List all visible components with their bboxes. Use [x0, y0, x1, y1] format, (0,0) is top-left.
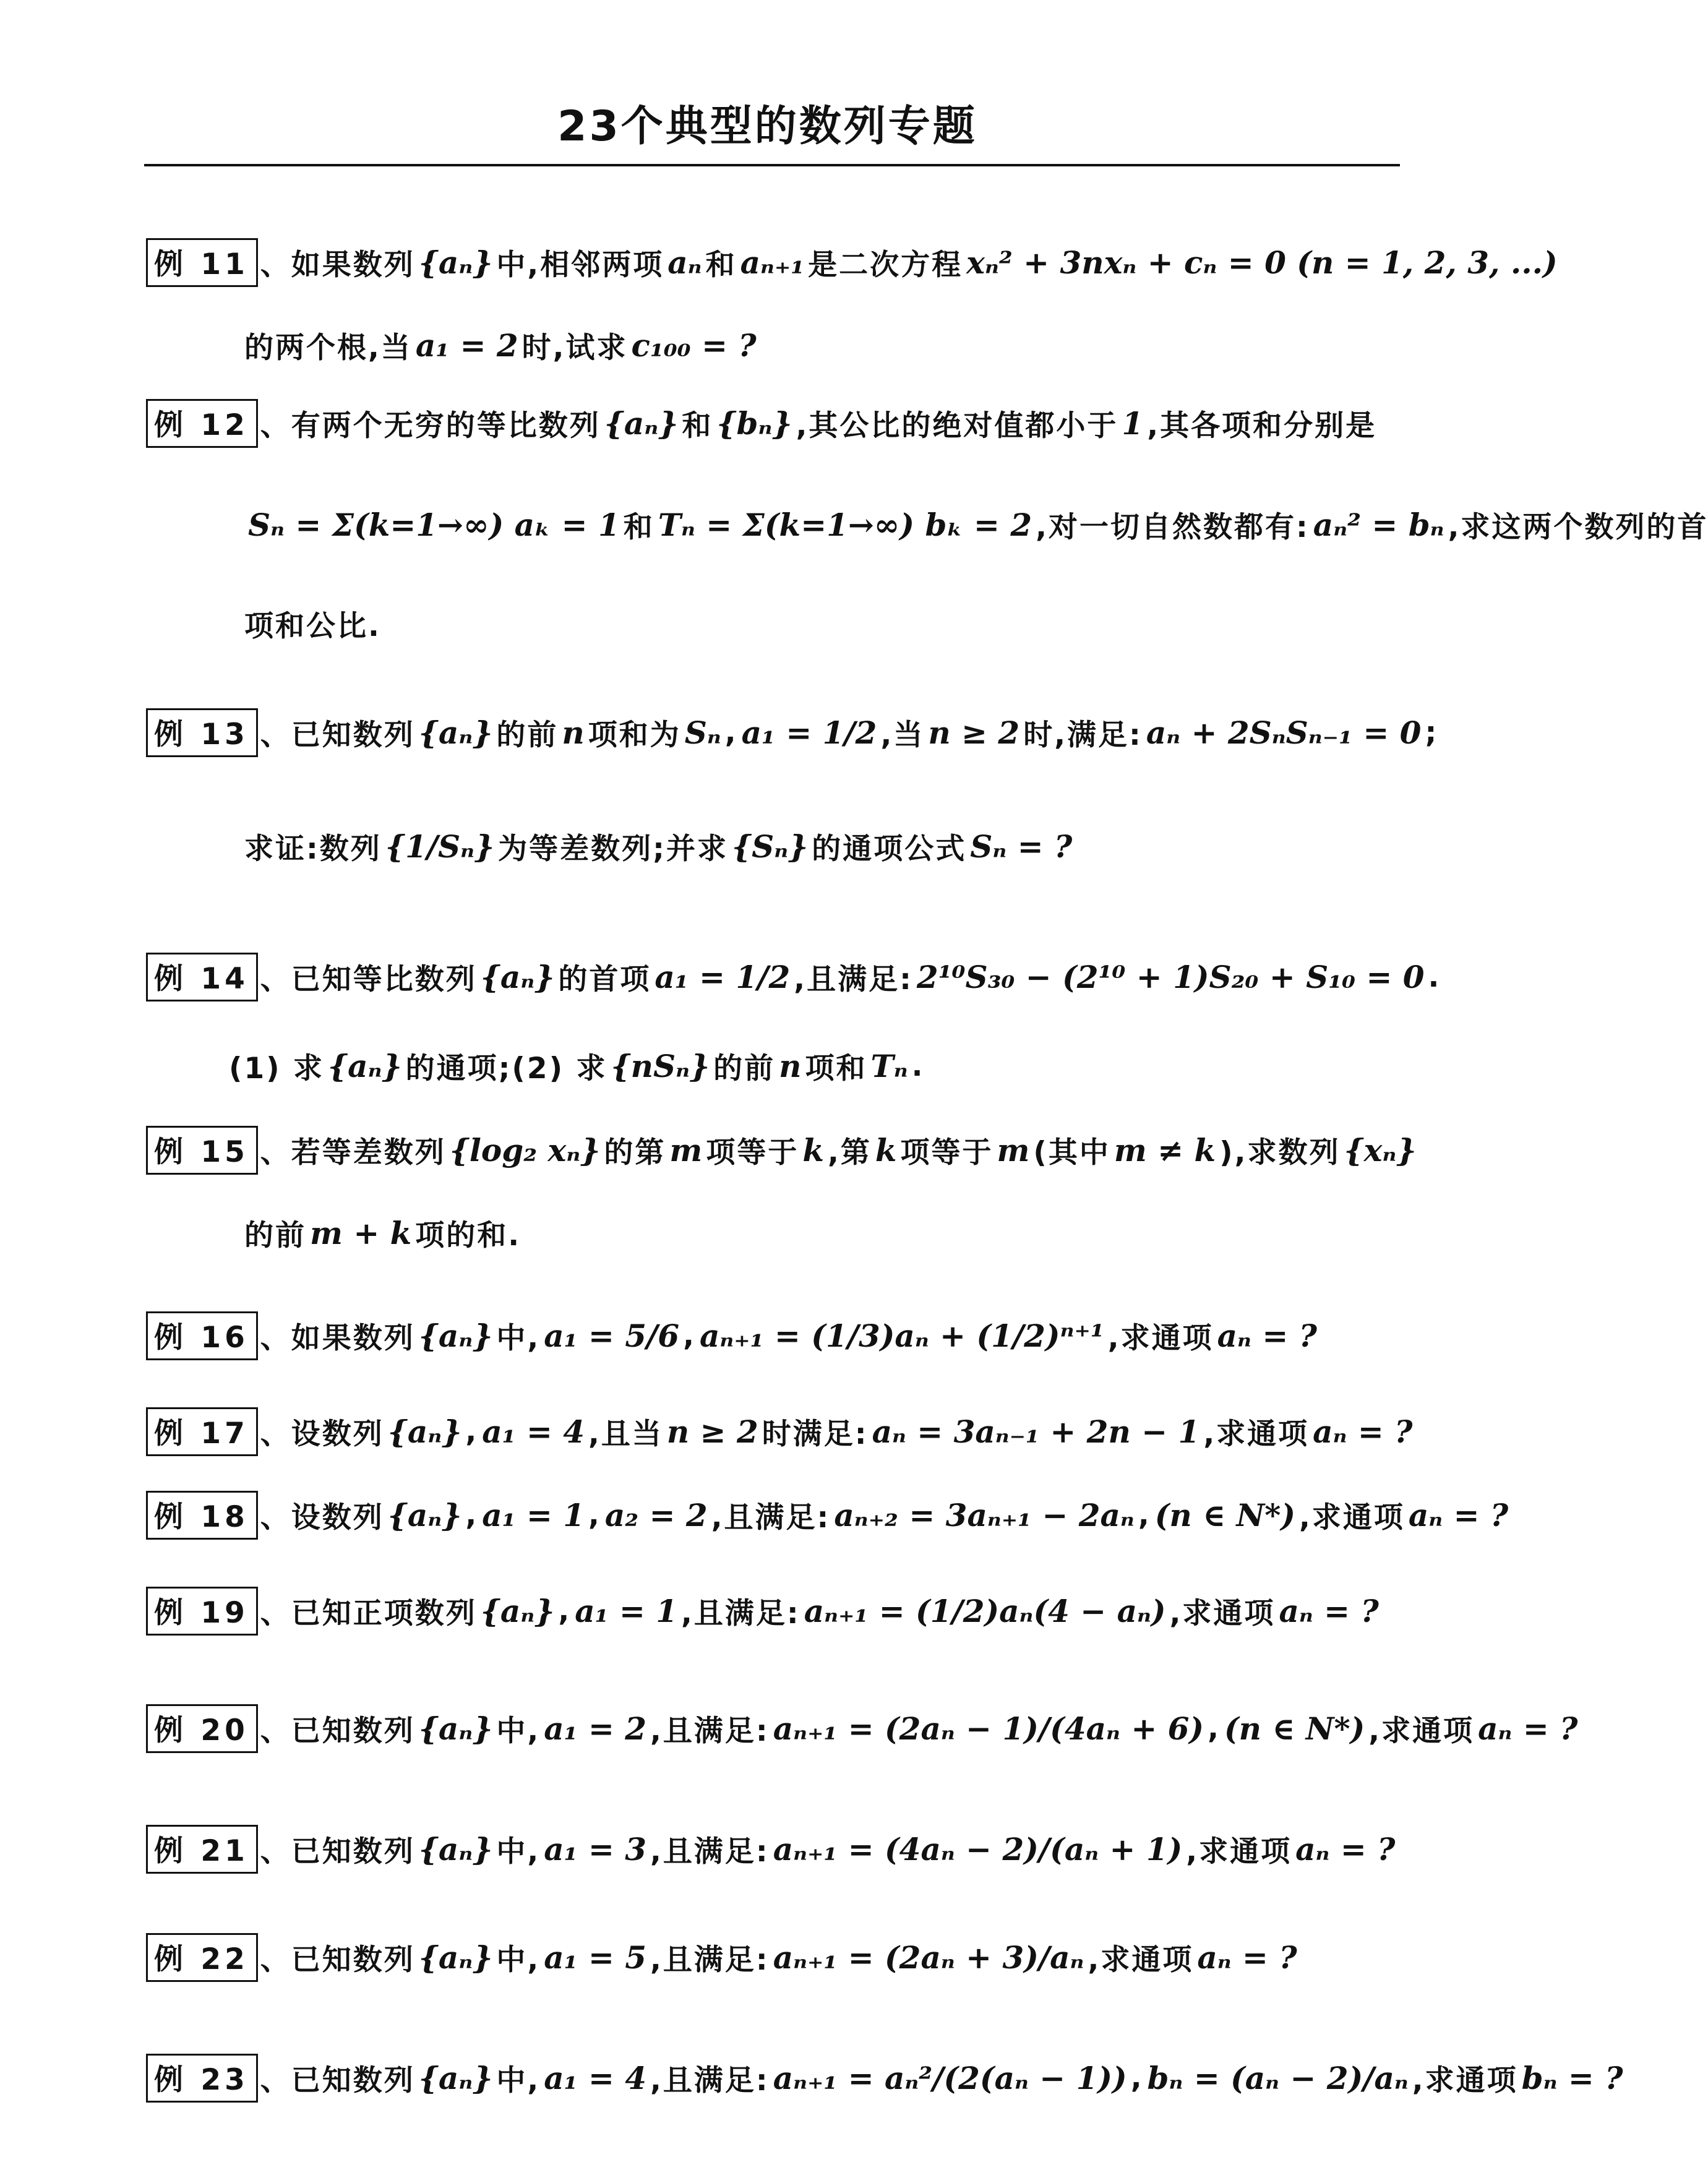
- example-label: 例 16: [146, 1311, 258, 1360]
- problem-text: 中,: [496, 2064, 541, 2098]
- math-expression: {aₙ}: [604, 405, 679, 442]
- math-expression: a₁ = 4: [544, 2060, 647, 2096]
- math-expression: aₙ = ?: [1279, 1593, 1379, 1629]
- math-expression: Sₙ = Σ(k=1→∞) aₖ = 1: [248, 507, 620, 543]
- problem-text: 和: [682, 409, 713, 443]
- math-expression: {aₙ}: [480, 959, 555, 995]
- math-expression: aₙ: [667, 244, 702, 281]
- math-expression: xₙ² + 3nxₙ + cₙ = 0 (n = 1, 2, 3, ...): [966, 244, 1558, 281]
- problem-15-line-2: [244, 1212, 521, 1254]
- problem-text: 和: [623, 510, 654, 544]
- problem-17-line-1: [146, 1407, 1416, 1456]
- problem-text: 、有两个无穷的等比数列: [260, 409, 601, 443]
- problem-text: ,且满足:: [681, 1597, 800, 1631]
- problem-text: 项等于: [900, 1136, 993, 1170]
- problem-text: ,: [465, 1498, 479, 1532]
- example-label: 例 20: [146, 1704, 258, 1753]
- problem-text: ,求这两个数列的首: [1448, 510, 1708, 544]
- problem-text: ,其公比的绝对值都小于: [796, 409, 1118, 443]
- problem-text: ,求通项: [1299, 1501, 1405, 1535]
- math-expression: {log₂ xₙ}: [449, 1132, 601, 1169]
- problem-text: ,求通项: [1368, 1714, 1475, 1748]
- math-expression: aₙ = 3aₙ₋₁ + 2n − 1: [872, 1413, 1200, 1450]
- math-expression: a₁ = 1/2: [654, 959, 791, 995]
- math-expression: aₙ₊₁ = (1/3)aₙ + (1/2)ⁿ⁺¹: [699, 1318, 1104, 1354]
- problem-18-line-1: [146, 1491, 1512, 1540]
- math-expression: {aₙ}: [387, 1497, 462, 1533]
- problem-text: 、已知正项数列: [260, 1597, 477, 1631]
- problem-text: 的首项: [558, 963, 651, 997]
- math-expression: {1/Sₙ}: [385, 828, 495, 865]
- problem-text: 是二次方程: [808, 248, 963, 282]
- math-expression: Sₙ: [684, 714, 721, 751]
- problem-14-line-2: [229, 1045, 924, 1087]
- problem-text: 的前: [713, 1052, 776, 1086]
- problem-text: ,且满足:: [650, 1714, 770, 1748]
- math-expression: Tₙ: [870, 1048, 908, 1084]
- problem-21-line-1: [146, 1825, 1399, 1874]
- problem-text: 中,相邻两项: [496, 248, 664, 282]
- math-expression: aₙ₊₁ = aₙ²/(2(aₙ − 1)): [773, 2060, 1127, 2096]
- example-label: 例 21: [146, 1825, 258, 1874]
- math-expression: aₙ₊₁ = (2aₙ + 3)/aₙ: [773, 1939, 1084, 1976]
- math-expression: n ≥ 2: [928, 714, 1020, 751]
- problem-15-line-1: [146, 1126, 1420, 1175]
- math-expression: (n ∈ N*): [1154, 1497, 1296, 1533]
- problem-text: 求证:数列: [244, 832, 382, 866]
- math-expression: {bₙ}: [716, 405, 792, 442]
- math-expression: a₁ = 3: [544, 1831, 647, 1868]
- math-expression: {aₙ}: [418, 244, 493, 281]
- math-expression: n ≥ 2: [666, 1413, 758, 1450]
- problem-text: 、设数列: [260, 1417, 384, 1451]
- math-expression: m: [997, 1132, 1030, 1169]
- math-expression: n: [562, 714, 585, 751]
- math-expression: m + k: [310, 1215, 412, 1251]
- math-expression: aₙ₊₂ = 3aₙ₊₁ − 2aₙ: [834, 1497, 1135, 1533]
- problem-text: ,当: [880, 718, 925, 752]
- problem-text: ,: [465, 1415, 479, 1449]
- problem-text: 项等于: [706, 1136, 799, 1170]
- math-expression: n: [779, 1048, 802, 1084]
- math-expression: a₁ = 2: [415, 327, 518, 364]
- problem-text: ,: [683, 1319, 696, 1353]
- problem-text: 、如果数列: [260, 248, 415, 282]
- example-label: 例 19: [146, 1587, 258, 1636]
- math-expression: c₁₀₀ = ?: [631, 327, 757, 364]
- math-expression: a₂ = 2: [604, 1497, 708, 1533]
- math-expression: aₙ = ?: [1408, 1497, 1509, 1533]
- math-expression: a₁ = 1: [482, 1497, 585, 1533]
- math-expression: aₙ₊₁ = (4aₙ − 2)/(aₙ + 1): [773, 1831, 1183, 1868]
- math-expression: aₙ + 2SₙSₙ₋₁ = 0: [1146, 714, 1422, 751]
- math-expression: aₙ = ?: [1217, 1318, 1317, 1354]
- math-expression: {aₙ}: [328, 1048, 402, 1084]
- page-title: 23个典型的数列专题: [557, 102, 977, 151]
- math-expression: {Sₙ}: [731, 828, 809, 865]
- problem-13-line-2: [244, 826, 1076, 867]
- example-label: 例 17: [146, 1407, 258, 1456]
- problem-text: ,求通项: [1412, 2064, 1518, 2098]
- example-label: 例 15: [146, 1126, 258, 1175]
- problem-text: ,: [1130, 2061, 1144, 2095]
- math-expression: aₙ₊₁: [740, 244, 805, 281]
- problem-12-line-1: [146, 399, 1376, 448]
- math-expression: aₙ = ?: [1197, 1939, 1297, 1976]
- example-label: 例 14: [146, 953, 258, 1001]
- problem-text: ,: [1138, 1498, 1151, 1532]
- math-expression: a₁ = 2: [544, 1710, 647, 1747]
- problem-text: 项和公比.: [244, 609, 381, 643]
- title-divider: [144, 164, 1400, 166]
- math-expression: bₙ = ?: [1521, 2060, 1623, 2096]
- problem-23-line-1: [146, 2054, 1627, 2103]
- problem-text: 为等差数列;并求: [498, 832, 728, 866]
- math-expression: aₙ = ?: [1478, 1710, 1578, 1747]
- problem-text: ,求通项: [1169, 1597, 1276, 1631]
- problem-text: 、已知数列: [260, 1714, 415, 1748]
- problem-text: ,且满足:: [711, 1501, 831, 1535]
- math-expression: a₁ = 1: [575, 1593, 678, 1629]
- problem-text: 、如果数列: [260, 1321, 415, 1355]
- problem-text: 时,试求: [521, 331, 628, 365]
- problem-text: ,第: [827, 1136, 872, 1170]
- math-expression: (n ∈ N*): [1224, 1710, 1365, 1747]
- math-expression: 1: [1122, 405, 1144, 442]
- example-label: 例 11: [146, 238, 258, 287]
- problem-text: 、已知数列: [260, 2064, 415, 2098]
- math-expression: {aₙ}: [418, 1318, 493, 1354]
- problem-12-line-2: [244, 504, 1708, 546]
- problem-text: ,且满足:: [650, 2064, 770, 2098]
- example-label: 例 18: [146, 1491, 258, 1540]
- math-expression: {aₙ}: [418, 1831, 493, 1868]
- math-expression: Sₙ = ?: [970, 828, 1073, 865]
- example-label: 例 13: [146, 708, 258, 757]
- problem-text: 的前: [244, 1219, 306, 1253]
- problem-text: 的通项;(2) 求: [405, 1052, 607, 1086]
- problem-text: 、已知等比数列: [260, 963, 477, 997]
- problem-text: 的通项公式: [812, 832, 967, 866]
- problem-text: ,且满足:: [794, 963, 913, 997]
- problem-text: ,对一切自然数都有:: [1036, 510, 1310, 544]
- problem-11-line-1: [146, 238, 1561, 287]
- problem-text: 项的和.: [415, 1219, 521, 1253]
- problem-text: ,求通项: [1186, 1835, 1292, 1869]
- problem-text: ,且满足:: [650, 1943, 770, 1977]
- math-expression: {xₙ}: [1344, 1132, 1417, 1169]
- problem-text: ,: [724, 716, 738, 750]
- problem-text: ,: [558, 1594, 572, 1628]
- math-expression: {nSₙ}: [611, 1048, 710, 1084]
- problem-text: 、设数列: [260, 1501, 384, 1535]
- math-expression: aₙ₊₁ = (1/2)aₙ(4 − aₙ): [804, 1593, 1166, 1629]
- problem-text: ,求通项: [1203, 1417, 1310, 1451]
- problem-text: 中,: [496, 1714, 541, 1748]
- math-expression: {aₙ}: [418, 1939, 493, 1976]
- problem-13-line-1: [146, 708, 1438, 757]
- problem-19-line-1: [146, 1587, 1383, 1636]
- problem-text: 的两个根,当: [244, 331, 412, 365]
- math-expression: {aₙ}: [418, 2060, 493, 2096]
- problem-text: ,且满足:: [650, 1835, 770, 1869]
- problem-text: ,: [588, 1498, 601, 1532]
- math-expression: a₁ = 1/2: [741, 714, 877, 751]
- problem-11-line-2: [244, 325, 760, 366]
- problem-text: .: [911, 1049, 925, 1083]
- problem-16-line-1: [146, 1311, 1321, 1360]
- problem-text: 的前: [496, 718, 559, 752]
- math-expression: k: [875, 1132, 897, 1169]
- problem-20-line-1: [146, 1704, 1581, 1753]
- problem-text: 、已知数列: [260, 1835, 415, 1869]
- problem-text: ,求通项: [1107, 1321, 1214, 1355]
- problem-text: 和: [705, 248, 737, 282]
- problem-text: 项和: [805, 1052, 867, 1086]
- math-expression: {aₙ}: [418, 714, 493, 751]
- problem-text: 、若等差数列: [260, 1136, 446, 1170]
- math-expression: bₙ = (aₙ − 2)/aₙ: [1147, 2060, 1409, 2096]
- problem-text: 中,: [496, 1321, 541, 1355]
- problem-text: 中,: [496, 1835, 541, 1869]
- problem-text: 项和为: [588, 718, 681, 752]
- math-expression: a₁ = 5/6: [544, 1318, 680, 1354]
- math-expression: a₁ = 4: [482, 1413, 585, 1450]
- math-expression: {aₙ}: [387, 1413, 462, 1450]
- problem-text: 、已知数列: [260, 718, 415, 752]
- example-label: 例 23: [146, 2054, 258, 2103]
- math-expression: aₙ = ?: [1295, 1831, 1396, 1868]
- problem-text: ,求通项: [1088, 1943, 1194, 1977]
- math-expression: a₁ = 5: [544, 1939, 647, 1976]
- math-expression: aₙ² = bₙ: [1313, 507, 1444, 543]
- problem-text: 中,: [496, 1943, 541, 1977]
- problem-14-line-1: [146, 953, 1441, 1001]
- math-expression: m ≠ k: [1114, 1132, 1216, 1169]
- problem-12-line-3: [244, 603, 381, 645]
- problem-text: ),求数列: [1219, 1136, 1341, 1170]
- problem-text: 时,满足:: [1023, 718, 1143, 752]
- math-expression: k: [802, 1132, 824, 1169]
- problem-text: ,其各项和分别是: [1147, 409, 1377, 443]
- problem-text: 时满足:: [762, 1417, 869, 1451]
- math-expression: 2¹⁰S₃₀ − (2¹⁰ + 1)S₂₀ + S₁₀ = 0: [916, 959, 1425, 995]
- example-label: 例 12: [146, 399, 258, 448]
- math-expression: {aₙ}: [480, 1593, 555, 1629]
- problem-text: 的第: [604, 1136, 666, 1170]
- math-expression: aₙ₊₁ = (2aₙ − 1)/(4aₙ + 6): [773, 1710, 1204, 1747]
- problem-text: ,: [1208, 1712, 1221, 1746]
- math-expression: Tₙ = Σ(k=1→∞) bₖ = 2: [658, 507, 1032, 543]
- problem-22-line-1: [146, 1933, 1301, 1982]
- math-expression: aₙ = ?: [1313, 1413, 1413, 1450]
- problem-text: 、已知数列: [260, 1943, 415, 1977]
- math-expression: {aₙ}: [418, 1710, 493, 1747]
- problem-text: .: [1428, 960, 1441, 994]
- example-label: 例 22: [146, 1933, 258, 1982]
- problem-text: (其中: [1033, 1136, 1110, 1170]
- problem-text: (1) 求: [229, 1052, 325, 1086]
- problem-text: ;: [1425, 716, 1439, 750]
- math-expression: m: [669, 1132, 703, 1169]
- problem-text: ,且当: [588, 1417, 663, 1451]
